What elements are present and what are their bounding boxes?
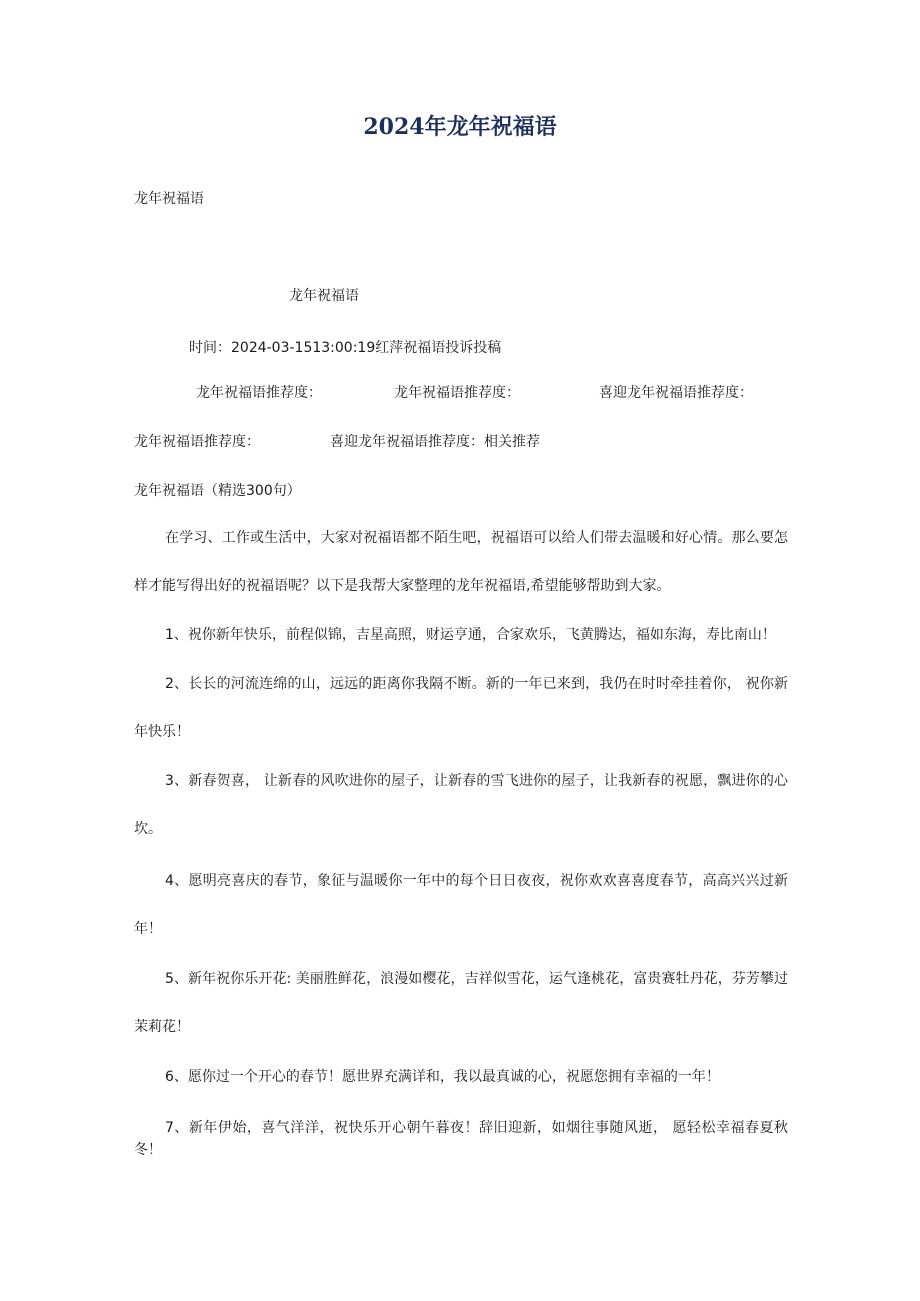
recommend-item: 龙年祝福语推荐度： — [394, 385, 520, 401]
blessing-item: 6、愿你过一个开心的春节！愿世界充满详和，我以最真诚的心，祝愿您拥有幸福的一年！ — [165, 1069, 720, 1085]
recommend-item: 喜迎龙年祝福语推荐度：相关推荐 — [330, 434, 540, 450]
blessing-item: 1、祝你新年快乐，前程似锦，吉星高照，财运亨通，合家欢乐，飞黄腾达，福如东海，寿比南山！ — [165, 627, 776, 643]
recommend-item: 龙年祝福语推荐度： — [196, 385, 322, 401]
recommend-item: 喜迎龙年祝福语推荐度： — [599, 385, 753, 401]
doc-subtitle: 龙年祝福语 — [134, 191, 204, 207]
recommend-item: 龙年祝福语推荐度： — [134, 434, 260, 450]
section-title: 龙年祝福语（精选300句） — [134, 483, 301, 499]
page-title: 2024年龙年祝福语 — [363, 114, 557, 140]
blessing-item: 7、新年伊始，喜气洋洋，祝快乐开心朝午暮夜！辞旧迎新，如烟往事随风逝， 愿轻松幸福春夏秋冬！ — [134, 1120, 788, 1158]
meta-line: 时间：2024-03-1513:00:19红萍祝福语投诉投稿 — [189, 340, 502, 356]
blessing-item: 4、愿明亮喜庆的春节，象征与温暖你一年中的每个日日夜夜，祝你欢欢喜喜度春节，高高兴兴过新年！ — [134, 873, 788, 937]
blessing-item: 3、新春贺喜， 让新春的风吹进你的屋子，让新春的雪飞进你的屋子，让我新春的祝愿，飘进你的心坎。 — [134, 773, 788, 837]
blessing-item: 5、新年祝你乐开花: 美丽胜鲜花，浪漫如樱花，吉祥似雪花，运气逢桃花，富贵赛牡丹花，芬芳攀过茉莉花！ — [134, 971, 788, 1035]
center-heading: 龙年祝福语 — [289, 288, 359, 304]
blessing-item: 2、长长的河流连绵的山，远远的距离你我隔不断。新的一年已来到，我仍在时时牵挂着你， 祝你新年快乐！ — [134, 676, 788, 740]
intro-paragraph: 在学习、工作或生活中，大家对祝福语都不陌生吧，祝福语可以给人们带去温暖和好心情。那么要怎样才能写得出好的祝福语呢？以下是我帮大家整理的龙年祝福语,希望能够帮助到大家。 — [134, 530, 788, 594]
